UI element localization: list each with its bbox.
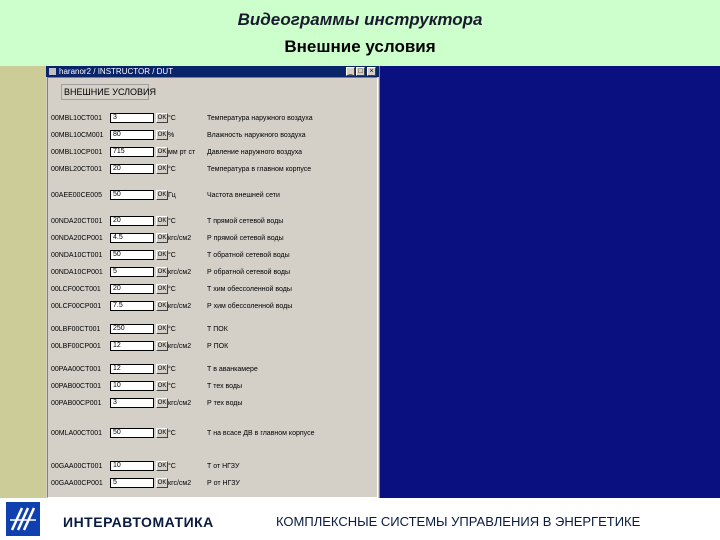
ok-button[interactable]: OK — [157, 235, 167, 241]
parameter-tag: 00NDA20CP001 — [51, 235, 103, 242]
parameter-unit: °C — [168, 218, 176, 225]
parameter-row — [0, 250, 333, 264]
window-title: haranor2 / INSTRUCTOR / DUT — [59, 67, 174, 76]
parameter-description: Давление наружного воздуха — [207, 149, 303, 156]
slide-header — [0, 0, 720, 66]
ok-button[interactable]: OK — [157, 115, 167, 121]
parameter-description: Т прямой сетевой воды — [207, 218, 284, 225]
parameter-row — [0, 113, 333, 127]
parameter-unit: °C — [168, 366, 176, 373]
parameter-tag: 00NDA20CT001 — [51, 218, 103, 225]
ok-button[interactable]: OK — [157, 132, 167, 138]
parameter-tag: 00GAA00CP001 — [51, 480, 103, 487]
maximize-button[interactable]: □ — [356, 67, 365, 76]
parameter-description: Т тех воды — [207, 383, 243, 390]
parameter-value-input[interactable]: 5 — [110, 478, 154, 488]
ok-button[interactable]: OK — [157, 269, 167, 275]
ok-button[interactable]: OK — [157, 430, 167, 436]
parameter-unit: кгс/см2 — [168, 400, 192, 407]
minimize-button[interactable]: _ — [346, 67, 355, 76]
parameter-unit: кгс/см2 — [168, 480, 192, 487]
parameter-value-input[interactable]: 4.5 — [110, 233, 154, 243]
parameter-unit: °C — [168, 463, 176, 470]
parameter-tag: 00GAA00CT001 — [51, 463, 103, 470]
ok-button[interactable]: OK — [157, 400, 167, 406]
parameter-tag: 00AEE00CE005 — [51, 192, 102, 199]
ok-button[interactable]: OK — [157, 166, 167, 172]
parameter-row — [0, 301, 333, 315]
close-button[interactable]: × — [367, 67, 376, 76]
parameter-unit: % — [168, 132, 175, 139]
parameter-value-input[interactable]: 10 — [110, 381, 154, 391]
parameter-tag: 00MBL10CT001 — [51, 115, 102, 122]
parameter-value-input[interactable]: 10 — [110, 461, 154, 471]
parameter-unit: °C — [168, 166, 176, 173]
parameter-tag: 00MLA00CT001 — [51, 430, 102, 437]
interavtomatika-logo-icon — [6, 502, 40, 536]
parameter-description: Р тех воды — [207, 400, 243, 407]
parameter-unit: кгс/см2 — [168, 269, 192, 276]
ok-button[interactable]: OK — [157, 149, 167, 155]
parameter-value-input[interactable]: 715 — [110, 147, 154, 157]
parameter-row — [0, 324, 333, 338]
parameter-value-input[interactable]: 20 — [110, 284, 154, 294]
parameter-unit: °C — [168, 115, 176, 122]
ok-button[interactable]: OK — [157, 463, 167, 469]
parameter-unit: Гц — [168, 192, 176, 199]
ok-button[interactable]: OK — [157, 480, 167, 486]
parameter-value-input[interactable]: 12 — [110, 364, 154, 374]
parameter-tag: 00PAA00CT001 — [51, 366, 102, 373]
parameter-description: Т от НГЗУ — [207, 463, 240, 470]
parameter-unit: °C — [168, 252, 176, 259]
ok-button[interactable]: OK — [157, 252, 167, 258]
parameter-value-input[interactable]: 80 — [110, 130, 154, 140]
parameter-row — [0, 164, 333, 178]
ok-button[interactable]: OK — [157, 192, 167, 198]
ok-button[interactable]: OK — [157, 326, 167, 332]
form-title: ВНЕШНИЕ УСЛОВИЯ — [64, 87, 157, 97]
parameter-row — [0, 381, 333, 395]
footer-slogan: КОМПЛЕКСНЫЕ СИСТЕМЫ УПРАВЛЕНИЯ В ЭНЕРГЕТИКЕ — [276, 514, 641, 529]
parameter-row — [0, 147, 333, 161]
parameter-tag: 00MBL10CM001 — [51, 132, 104, 139]
parameter-unit: °C — [168, 383, 176, 390]
window-system-icon[interactable] — [49, 68, 56, 75]
parameter-description: Р от НГЗУ — [207, 480, 240, 487]
parameter-row — [0, 130, 333, 144]
parameter-unit: кгс/см2 — [168, 343, 192, 350]
parameter-unit: кгс/см2 — [168, 303, 192, 310]
ok-button[interactable]: OK — [157, 303, 167, 309]
parameter-tag: 00NDA10CP001 — [51, 269, 103, 276]
parameter-description: Т ПОК — [207, 326, 228, 333]
parameter-description: Частота внешней сети — [207, 192, 280, 199]
parameter-row — [0, 478, 333, 492]
parameter-value-input[interactable]: 3 — [110, 398, 154, 408]
parameter-description: Р хим обессоленной воды — [207, 303, 293, 310]
parameter-value-input[interactable]: 5 — [110, 267, 154, 277]
parameter-tag: 00MBL10CP001 — [51, 149, 103, 156]
parameter-tag: 00LBF00CP001 — [51, 343, 101, 350]
parameter-value-input[interactable]: 20 — [110, 216, 154, 226]
parameter-value-input[interactable]: 7.5 — [110, 301, 154, 311]
parameter-description: Температура в главном корпусе — [207, 166, 312, 173]
parameter-row — [0, 216, 333, 230]
parameter-value-input[interactable]: 250 — [110, 324, 154, 334]
parameter-value-input[interactable]: 20 — [110, 164, 154, 174]
parameter-row — [0, 398, 333, 412]
parameter-description: Р прямой сетевой воды — [207, 235, 284, 242]
ok-button[interactable]: OK — [157, 383, 167, 389]
parameter-description: Р ПОК — [207, 343, 229, 350]
parameter-tag: 00PAB00CP001 — [51, 400, 102, 407]
parameter-tag: 00NDA10CT001 — [51, 252, 103, 259]
parameter-row — [0, 284, 333, 298]
parameter-unit: °C — [168, 326, 176, 333]
parameter-value-input[interactable]: 50 — [110, 428, 154, 438]
parameter-row — [0, 233, 333, 247]
parameter-tag: 00LCF00CT001 — [51, 286, 101, 293]
right-blue-panel — [379, 66, 720, 498]
footer-brand: ИНТЕРАВТОМАТИКА — [63, 514, 214, 530]
parameter-description: Т хим обессоленной воды — [207, 286, 292, 293]
parameter-tag: 00LBF00CT001 — [51, 326, 101, 333]
parameter-description: Влажность наружного воздуха — [207, 132, 306, 139]
parameter-tag: 00MBL20CT001 — [51, 166, 102, 173]
parameter-tag: 00LCF00CP001 — [51, 303, 102, 310]
parameter-description: Р обратной сетевой воды — [207, 269, 291, 276]
ok-button[interactable]: OK — [157, 286, 167, 292]
ok-button[interactable]: OK — [157, 366, 167, 372]
parameter-unit: °C — [168, 430, 176, 437]
parameter-description: Т в аванкамере — [207, 366, 258, 373]
parameter-value-input[interactable]: 3 — [110, 113, 154, 123]
parameter-row — [0, 428, 333, 442]
parameter-value-input[interactable]: 50 — [110, 190, 154, 200]
parameter-row — [0, 364, 333, 378]
parameter-description: Т на всасе ДВ в главном корпусе — [207, 430, 315, 437]
parameter-unit: °C — [168, 286, 176, 293]
slide-title: Видеограммы инструктора — [237, 10, 483, 29]
parameter-tag: 00PAB00CT001 — [51, 383, 102, 390]
slide-subtitle: Внешние условия — [284, 37, 436, 56]
parameter-row — [0, 461, 333, 475]
window-titlebar[interactable] — [46, 66, 379, 77]
parameter-unit: кгс/см2 — [168, 235, 192, 242]
parameter-value-input[interactable]: 12 — [110, 341, 154, 351]
parameter-value-input[interactable]: 50 — [110, 250, 154, 260]
parameter-description: Температура наружного воздуха — [207, 115, 313, 122]
parameter-description: Т обратной сетевой воды — [207, 252, 290, 259]
parameter-row — [0, 341, 333, 355]
parameter-unit: мм рт ст — [168, 149, 196, 156]
parameter-row — [0, 190, 333, 204]
ok-button[interactable]: OK — [157, 343, 167, 349]
ok-button[interactable]: OK — [157, 218, 167, 224]
parameter-row — [0, 267, 333, 281]
